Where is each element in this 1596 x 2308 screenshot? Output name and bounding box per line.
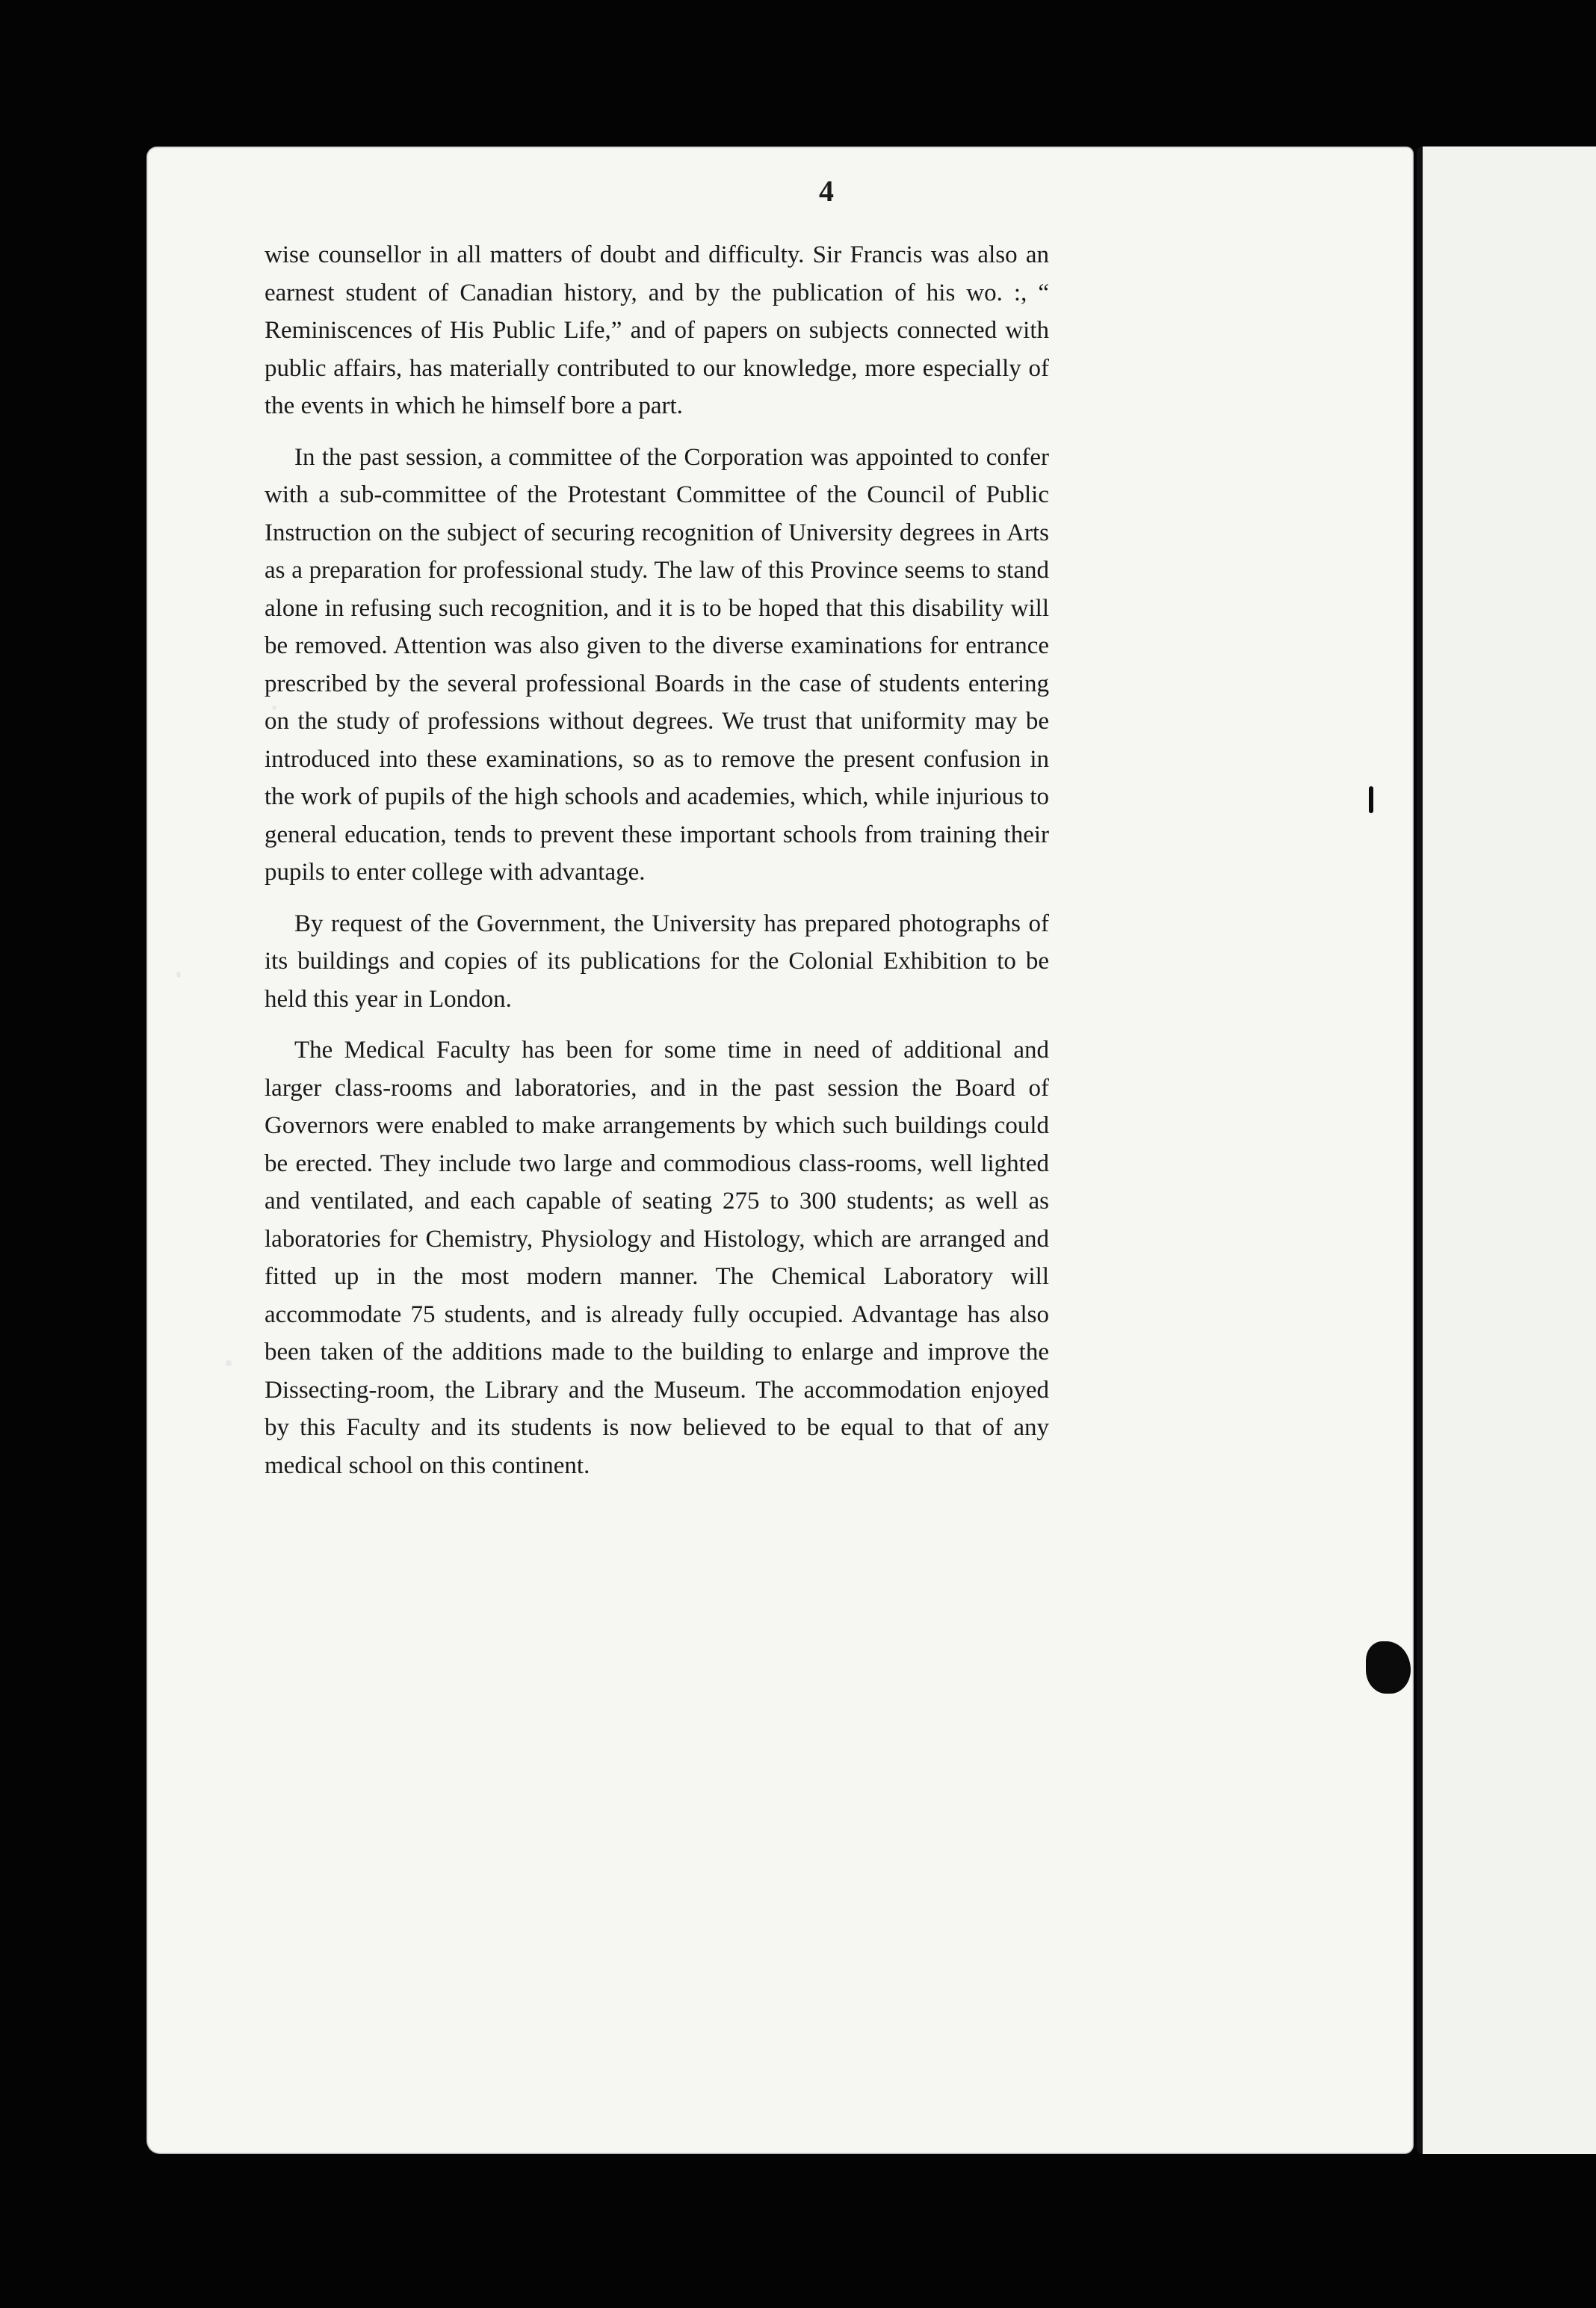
paragraph: wise counsellor in all matters of doubt and difficulty. Sir Francis was also an earnest student of Canadian history, and by the publication of his wo. :, “ Reminiscences of His Public Life,” and of papers on subjects connected with public affairs, has materially contributed to our knowledge, more especially of the events in which he himself bore a part. [265,241,1049,419]
dust-speck [226,1360,232,1366]
adjacent-page-edge [1417,146,1596,2154]
dust-speck [176,972,181,978]
page-number: 4 [819,174,834,208]
ink-blot [1369,786,1373,813]
body-text [265,236,1049,1498]
paragraph: By request of the Government, the University has prepared photographs of its buildings and copies of its publications for the Colonial Exhibition to be held this year in London. [265,910,1049,1013]
paragraph: The Medical Faculty has been for some time in need of additional and larger class-rooms and laboratories, and in the past session the Board of Governors were enabled to make arrangements by which such buildings could be erected. They include two large and commodious class-rooms, well lighted and ventilated, and each capable of seating 275 to 300 students; as well as laboratories for Chemistry, Physiology and Histology, which are arranged and fitted up in the most modern manner. The Chemical Laboratory will accommodate 75 students, and is already fully occupied. Advantage has also been taken of the additions made to the building to enlarge and improve the Dissecting-room, the Library and the Museum. The accommodation enjoyed by this Faculty and its students is now believed to be equal to that of any medical school on this continent. [265,1037,1049,1479]
paragraph: In the past session, a committee of the Corporation was appointed to confer with a sub-committee of the Protestant Committee of the Council of Public Instruction on the subject of securing recognition of University degrees in Arts as a preparation for professional study. The law of this Province seems to stand alone in refusing such recognition, and it is to be hoped that this disability will be removed. Attention was also given to the diverse examinations for entrance prescribed by the several professional Boards in the case of students entering on the study of professions without degrees. We trust that uniformity may be introduced into these examinations, so as to remove the present confusion in the work of pupils of the high schools and academies, which, while injurious to general education, tends to prevent these important schools from training their pupils to enter college with advantage. [265,443,1049,886]
